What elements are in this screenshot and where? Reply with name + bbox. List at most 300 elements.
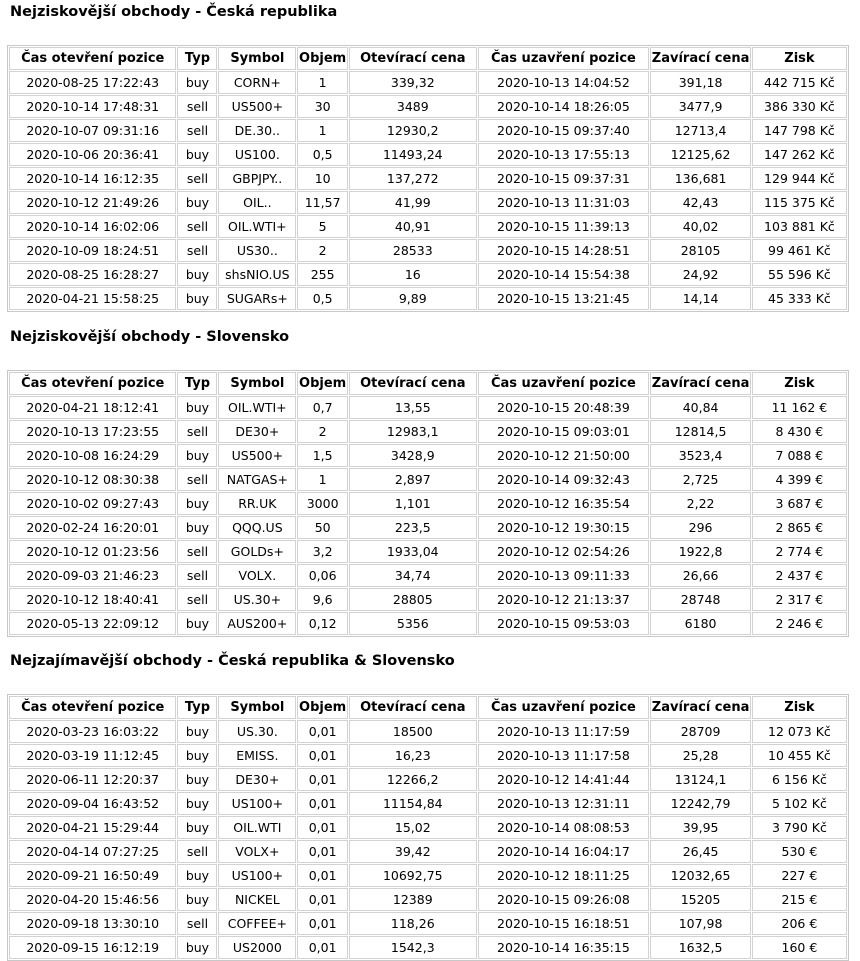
column-header-close-time: Čas uzavření pozice bbox=[478, 47, 650, 70]
cell-profit: 442 715 Kč bbox=[752, 71, 847, 94]
table-row bbox=[9, 119, 847, 142]
column-header-profit: Zisk bbox=[752, 47, 847, 70]
cell-profit: 2 246 € bbox=[752, 612, 847, 635]
cell-close-time: 2020-10-12 19:30:15 bbox=[478, 516, 650, 539]
cell-close-price: 40,02 bbox=[650, 215, 750, 238]
cell-volume: 3,2 bbox=[297, 540, 348, 563]
cell-close-price: 12814,5 bbox=[650, 420, 750, 443]
cell-open-time: 2020-10-12 01:23:56 bbox=[9, 540, 176, 563]
table-row bbox=[9, 564, 847, 587]
cell-profit: 3 687 € bbox=[752, 492, 847, 515]
cell-close-price: 26,66 bbox=[650, 564, 750, 587]
cell-symbol: AUS200+ bbox=[218, 612, 296, 635]
cell-type: buy bbox=[177, 768, 217, 791]
cell-open-price: 223,5 bbox=[349, 516, 477, 539]
table-row bbox=[9, 396, 847, 419]
cell-type: sell bbox=[177, 420, 217, 443]
cell-symbol: VOLX+ bbox=[218, 840, 296, 863]
cell-symbol: RR.UK bbox=[218, 492, 296, 515]
cell-open-time: 2020-04-21 15:29:44 bbox=[9, 816, 176, 839]
cell-type: buy bbox=[177, 744, 217, 767]
cell-close-time: 2020-10-15 09:03:01 bbox=[478, 420, 650, 443]
cell-volume: 1 bbox=[297, 468, 348, 491]
table-row bbox=[9, 167, 847, 190]
cell-symbol: GBPJPY.. bbox=[218, 167, 296, 190]
cell-profit: 8 430 € bbox=[752, 420, 847, 443]
cell-profit: 55 596 Kč bbox=[752, 263, 847, 286]
cell-type: buy bbox=[177, 816, 217, 839]
cell-close-price: 15205 bbox=[650, 888, 750, 911]
cell-open-time: 2020-10-02 09:27:43 bbox=[9, 492, 176, 515]
column-header-type: Typ bbox=[177, 372, 217, 395]
cell-open-price: 5356 bbox=[349, 612, 477, 635]
cell-volume: 0,01 bbox=[297, 912, 348, 935]
cell-close-price: 28748 bbox=[650, 588, 750, 611]
cell-profit: 2 774 € bbox=[752, 540, 847, 563]
cell-open-time: 2020-09-18 13:30:10 bbox=[9, 912, 176, 935]
table-row bbox=[9, 720, 847, 743]
cell-type: buy bbox=[177, 720, 217, 743]
cell-close-price: 3477,9 bbox=[650, 95, 750, 118]
cell-close-price: 6180 bbox=[650, 612, 750, 635]
cell-open-price: 1933,04 bbox=[349, 540, 477, 563]
table-row bbox=[9, 864, 847, 887]
cell-open-time: 2020-06-11 12:20:37 bbox=[9, 768, 176, 791]
cell-volume: 2 bbox=[297, 239, 348, 262]
cell-open-time: 2020-09-03 21:46:23 bbox=[9, 564, 176, 587]
cell-open-price: 3428,9 bbox=[349, 444, 477, 467]
cell-close-time: 2020-10-14 16:04:17 bbox=[478, 840, 650, 863]
cell-open-time: 2020-04-20 15:46:56 bbox=[9, 888, 176, 911]
cell-volume: 0,01 bbox=[297, 888, 348, 911]
cell-type: sell bbox=[177, 215, 217, 238]
table-row bbox=[9, 792, 847, 815]
cell-open-price: 3489 bbox=[349, 95, 477, 118]
cell-open-time: 2020-10-12 18:40:41 bbox=[9, 588, 176, 611]
cell-symbol: OIL.. bbox=[218, 191, 296, 214]
cell-volume: 2 bbox=[297, 420, 348, 443]
cell-type: buy bbox=[177, 492, 217, 515]
cell-type: sell bbox=[177, 95, 217, 118]
cell-close-price: 40,84 bbox=[650, 396, 750, 419]
cell-type: buy bbox=[177, 792, 217, 815]
cell-volume: 1,5 bbox=[297, 444, 348, 467]
cell-open-price: 13,55 bbox=[349, 396, 477, 419]
table-row bbox=[9, 888, 847, 911]
cell-close-time: 2020-10-13 12:31:11 bbox=[478, 792, 650, 815]
cell-type: buy bbox=[177, 396, 217, 419]
cell-profit: 2 437 € bbox=[752, 564, 847, 587]
column-header-close-time: Čas uzavření pozice bbox=[478, 696, 650, 719]
cell-type: sell bbox=[177, 239, 217, 262]
cell-close-price: 2,725 bbox=[650, 468, 750, 491]
cell-close-price: 2,22 bbox=[650, 492, 750, 515]
cell-close-time: 2020-10-13 11:31:03 bbox=[478, 191, 650, 214]
cell-open-price: 1,101 bbox=[349, 492, 477, 515]
cell-close-price: 28709 bbox=[650, 720, 750, 743]
cell-close-price: 12032,65 bbox=[650, 864, 750, 887]
table-row bbox=[9, 239, 847, 262]
cell-close-time: 2020-10-12 18:11:25 bbox=[478, 864, 650, 887]
cell-type: sell bbox=[177, 468, 217, 491]
cell-profit: 103 881 Kč bbox=[752, 215, 847, 238]
cell-profit: 2 865 € bbox=[752, 516, 847, 539]
cell-open-price: 34,74 bbox=[349, 564, 477, 587]
table-row bbox=[9, 287, 847, 310]
cell-symbol: VOLX. bbox=[218, 564, 296, 587]
cell-close-price: 39,95 bbox=[650, 816, 750, 839]
cell-open-price: 12930,2 bbox=[349, 119, 477, 142]
column-header-close-price: Zavírací cena bbox=[650, 696, 750, 719]
cell-close-price: 42,43 bbox=[650, 191, 750, 214]
cell-close-time: 2020-10-15 09:26:08 bbox=[478, 888, 650, 911]
cell-close-time: 2020-10-13 11:17:58 bbox=[478, 744, 650, 767]
cell-type: sell bbox=[177, 167, 217, 190]
table-header-row bbox=[9, 47, 847, 70]
cell-open-price: 118,26 bbox=[349, 912, 477, 935]
column-header-profit: Zisk bbox=[752, 696, 847, 719]
cell-profit: 215 € bbox=[752, 888, 847, 911]
cell-close-time: 2020-10-12 02:54:26 bbox=[478, 540, 650, 563]
cell-symbol: US100+ bbox=[218, 864, 296, 887]
cell-close-price: 1922,8 bbox=[650, 540, 750, 563]
cell-open-time: 2020-03-23 16:03:22 bbox=[9, 720, 176, 743]
cell-volume: 1 bbox=[297, 71, 348, 94]
cell-close-price: 12125,62 bbox=[650, 143, 750, 166]
cell-volume: 0,01 bbox=[297, 720, 348, 743]
column-header-volume: Objem bbox=[297, 696, 348, 719]
table-row bbox=[9, 191, 847, 214]
cell-volume: 10 bbox=[297, 167, 348, 190]
cell-close-price: 1632,5 bbox=[650, 936, 750, 959]
table-row bbox=[9, 744, 847, 767]
cell-close-price: 391,18 bbox=[650, 71, 750, 94]
cell-close-time: 2020-10-12 21:13:37 bbox=[478, 588, 650, 611]
cell-profit: 6 156 Kč bbox=[752, 768, 847, 791]
cell-profit: 3 790 Kč bbox=[752, 816, 847, 839]
cell-symbol: US100. bbox=[218, 143, 296, 166]
cell-open-price: 40,91 bbox=[349, 215, 477, 238]
cell-close-price: 24,92 bbox=[650, 263, 750, 286]
cell-symbol: OIL.WTI+ bbox=[218, 215, 296, 238]
cell-open-time: 2020-08-25 17:22:43 bbox=[9, 71, 176, 94]
table-row bbox=[9, 540, 847, 563]
cell-close-price: 136,681 bbox=[650, 167, 750, 190]
cell-close-price: 25,28 bbox=[650, 744, 750, 767]
cell-profit: 5 102 Kč bbox=[752, 792, 847, 815]
column-header-type: Typ bbox=[177, 47, 217, 70]
cell-volume: 0,01 bbox=[297, 816, 348, 839]
cell-close-time: 2020-10-14 08:08:53 bbox=[478, 816, 650, 839]
cell-close-price: 13124,1 bbox=[650, 768, 750, 791]
cell-type: sell bbox=[177, 119, 217, 142]
table-row bbox=[9, 588, 847, 611]
cell-type: sell bbox=[177, 540, 217, 563]
table-row bbox=[9, 936, 847, 959]
cell-volume: 0,01 bbox=[297, 864, 348, 887]
cell-symbol: US100+ bbox=[218, 792, 296, 815]
cell-open-time: 2020-10-14 17:48:31 bbox=[9, 95, 176, 118]
cell-profit: 12 073 Kč bbox=[752, 720, 847, 743]
cell-volume: 0,01 bbox=[297, 768, 348, 791]
cell-type: buy bbox=[177, 71, 217, 94]
cell-type: buy bbox=[177, 936, 217, 959]
cell-open-price: 18500 bbox=[349, 720, 477, 743]
cell-close-price: 3523,4 bbox=[650, 444, 750, 467]
cell-volume: 9,6 bbox=[297, 588, 348, 611]
cell-close-time: 2020-10-15 09:53:03 bbox=[478, 612, 650, 635]
cell-volume: 0,5 bbox=[297, 287, 348, 310]
cell-volume: 0,01 bbox=[297, 840, 348, 863]
cell-open-price: 10692,75 bbox=[349, 864, 477, 887]
cell-symbol: DE30+ bbox=[218, 420, 296, 443]
cell-open-price: 339,32 bbox=[349, 71, 477, 94]
column-header-volume: Objem bbox=[297, 47, 348, 70]
cell-profit: 10 455 Kč bbox=[752, 744, 847, 767]
cell-open-time: 2020-10-09 18:24:51 bbox=[9, 239, 176, 262]
cell-type: buy bbox=[177, 263, 217, 286]
cell-close-time: 2020-10-12 21:50:00 bbox=[478, 444, 650, 467]
cell-symbol: shsNIO.US bbox=[218, 263, 296, 286]
cell-close-price: 296 bbox=[650, 516, 750, 539]
trades-table-sk bbox=[7, 370, 849, 637]
section-title-interesting: Nejzajímavější obchody - Česká republika & Slovensko bbox=[10, 653, 455, 669]
cell-open-time: 2020-10-12 08:30:38 bbox=[9, 468, 176, 491]
cell-open-time: 2020-10-06 20:36:41 bbox=[9, 143, 176, 166]
cell-close-time: 2020-10-15 20:48:39 bbox=[478, 396, 650, 419]
cell-close-time: 2020-10-15 09:37:40 bbox=[478, 119, 650, 142]
cell-symbol: GOLDs+ bbox=[218, 540, 296, 563]
cell-volume: 11,57 bbox=[297, 191, 348, 214]
cell-close-time: 2020-10-12 14:41:44 bbox=[478, 768, 650, 791]
column-header-close-price: Zavírací cena bbox=[650, 372, 750, 395]
cell-volume: 30 bbox=[297, 95, 348, 118]
cell-close-time: 2020-10-15 14:28:51 bbox=[478, 239, 650, 262]
cell-open-time: 2020-10-12 21:49:26 bbox=[9, 191, 176, 214]
cell-symbol: EMISS. bbox=[218, 744, 296, 767]
cell-close-price: 28105 bbox=[650, 239, 750, 262]
cell-symbol: DE30+ bbox=[218, 768, 296, 791]
cell-symbol: QQQ.US bbox=[218, 516, 296, 539]
cell-type: sell bbox=[177, 564, 217, 587]
cell-close-time: 2020-10-15 11:39:13 bbox=[478, 215, 650, 238]
cell-open-time: 2020-10-08 16:24:29 bbox=[9, 444, 176, 467]
cell-volume: 255 bbox=[297, 263, 348, 286]
cell-profit: 99 461 Kč bbox=[752, 239, 847, 262]
column-header-volume: Objem bbox=[297, 372, 348, 395]
cell-open-time: 2020-08-25 16:28:27 bbox=[9, 263, 176, 286]
cell-symbol: OIL.WTI bbox=[218, 816, 296, 839]
section-title-sk: Nejziskovější obchody - Slovensko bbox=[10, 329, 290, 345]
cell-symbol: CORN+ bbox=[218, 71, 296, 94]
cell-open-time: 2020-09-15 16:12:19 bbox=[9, 936, 176, 959]
column-header-profit: Zisk bbox=[752, 372, 847, 395]
cell-close-time: 2020-10-12 16:35:54 bbox=[478, 492, 650, 515]
table-header-row bbox=[9, 696, 847, 719]
column-header-symbol: Symbol bbox=[218, 696, 296, 719]
cell-open-time: 2020-04-21 18:12:41 bbox=[9, 396, 176, 419]
cell-open-time: 2020-04-14 07:27:25 bbox=[9, 840, 176, 863]
cell-volume: 1 bbox=[297, 119, 348, 142]
column-header-open-price: Otevírací cena bbox=[349, 696, 477, 719]
cell-close-time: 2020-10-15 13:21:45 bbox=[478, 287, 650, 310]
trades-table-cz bbox=[7, 45, 849, 312]
cell-close-time: 2020-10-15 16:18:51 bbox=[478, 912, 650, 935]
column-header-symbol: Symbol bbox=[218, 47, 296, 70]
table-row bbox=[9, 768, 847, 791]
cell-open-time: 2020-04-21 15:58:25 bbox=[9, 287, 176, 310]
cell-close-time: 2020-10-14 18:26:05 bbox=[478, 95, 650, 118]
column-header-close-time: Čas uzavření pozice bbox=[478, 372, 650, 395]
column-header-open-price: Otevírací cena bbox=[349, 47, 477, 70]
cell-open-price: 15,02 bbox=[349, 816, 477, 839]
cell-open-time: 2020-10-14 16:02:06 bbox=[9, 215, 176, 238]
cell-close-price: 12242,79 bbox=[650, 792, 750, 815]
cell-close-price: 107,98 bbox=[650, 912, 750, 935]
table-row bbox=[9, 516, 847, 539]
cell-profit: 147 798 Kč bbox=[752, 119, 847, 142]
cell-open-time: 2020-09-21 16:50:49 bbox=[9, 864, 176, 887]
cell-volume: 0,7 bbox=[297, 396, 348, 419]
cell-profit: 386 330 Kč bbox=[752, 95, 847, 118]
cell-open-price: 28805 bbox=[349, 588, 477, 611]
column-header-open-time: Čas otevření pozice bbox=[9, 372, 176, 395]
cell-type: sell bbox=[177, 912, 217, 935]
cell-open-price: 12389 bbox=[349, 888, 477, 911]
cell-open-price: 12983,1 bbox=[349, 420, 477, 443]
cell-open-price: 16 bbox=[349, 263, 477, 286]
cell-profit: 530 € bbox=[752, 840, 847, 863]
cell-open-price: 1542,3 bbox=[349, 936, 477, 959]
cell-open-time: 2020-05-13 22:09:12 bbox=[9, 612, 176, 635]
cell-open-price: 16,23 bbox=[349, 744, 477, 767]
column-header-open-price: Otevírací cena bbox=[349, 372, 477, 395]
cell-symbol: US2000 bbox=[218, 936, 296, 959]
cell-open-price: 9,89 bbox=[349, 287, 477, 310]
column-header-open-time: Čas otevření pozice bbox=[9, 47, 176, 70]
section-title-cz: Nejziskovější obchody - Česká republika bbox=[10, 4, 338, 20]
cell-close-time: 2020-10-14 15:54:38 bbox=[478, 263, 650, 286]
cell-symbol: US500+ bbox=[218, 444, 296, 467]
cell-volume: 5 bbox=[297, 215, 348, 238]
cell-type: buy bbox=[177, 444, 217, 467]
cell-type: buy bbox=[177, 888, 217, 911]
cell-volume: 0,06 bbox=[297, 564, 348, 587]
cell-profit: 147 262 Kč bbox=[752, 143, 847, 166]
cell-close-price: 26,45 bbox=[650, 840, 750, 863]
cell-type: buy bbox=[177, 143, 217, 166]
cell-open-price: 2,897 bbox=[349, 468, 477, 491]
cell-type: sell bbox=[177, 588, 217, 611]
cell-close-time: 2020-10-13 11:17:59 bbox=[478, 720, 650, 743]
cell-profit: 2 317 € bbox=[752, 588, 847, 611]
cell-symbol: US500+ bbox=[218, 95, 296, 118]
trades-table-interesting bbox=[7, 694, 849, 961]
cell-open-price: 41,99 bbox=[349, 191, 477, 214]
cell-volume: 0,5 bbox=[297, 143, 348, 166]
cell-type: buy bbox=[177, 516, 217, 539]
cell-open-price: 12266,2 bbox=[349, 768, 477, 791]
cell-symbol: NATGAS+ bbox=[218, 468, 296, 491]
cell-type: sell bbox=[177, 840, 217, 863]
cell-profit: 45 333 Kč bbox=[752, 287, 847, 310]
cell-symbol: DE.30.. bbox=[218, 119, 296, 142]
cell-close-time: 2020-10-13 14:04:52 bbox=[478, 71, 650, 94]
cell-open-price: 11154,84 bbox=[349, 792, 477, 815]
column-header-close-price: Zavírací cena bbox=[650, 47, 750, 70]
cell-profit: 227 € bbox=[752, 864, 847, 887]
cell-profit: 7 088 € bbox=[752, 444, 847, 467]
column-header-type: Typ bbox=[177, 696, 217, 719]
cell-symbol: SUGARs+ bbox=[218, 287, 296, 310]
cell-symbol: COFFEE+ bbox=[218, 912, 296, 935]
column-header-symbol: Symbol bbox=[218, 372, 296, 395]
cell-profit: 11 162 € bbox=[752, 396, 847, 419]
table-row bbox=[9, 143, 847, 166]
cell-open-price: 137,272 bbox=[349, 167, 477, 190]
table-row bbox=[9, 840, 847, 863]
cell-volume: 0,01 bbox=[297, 792, 348, 815]
table-row bbox=[9, 215, 847, 238]
table-row bbox=[9, 468, 847, 491]
cell-type: buy bbox=[177, 287, 217, 310]
cell-open-time: 2020-03-19 11:12:45 bbox=[9, 744, 176, 767]
cell-close-time: 2020-10-15 09:37:31 bbox=[478, 167, 650, 190]
cell-type: buy bbox=[177, 612, 217, 635]
table-row bbox=[9, 612, 847, 635]
cell-close-time: 2020-10-14 09:32:43 bbox=[478, 468, 650, 491]
cell-symbol: US.30. bbox=[218, 720, 296, 743]
cell-profit: 160 € bbox=[752, 936, 847, 959]
cell-symbol: US.30+ bbox=[218, 588, 296, 611]
cell-symbol: US30.. bbox=[218, 239, 296, 262]
cell-close-time: 2020-10-13 09:11:33 bbox=[478, 564, 650, 587]
cell-open-price: 28533 bbox=[349, 239, 477, 262]
cell-open-time: 2020-10-14 16:12:35 bbox=[9, 167, 176, 190]
cell-symbol: NICKEL bbox=[218, 888, 296, 911]
cell-open-time: 2020-10-13 17:23:55 bbox=[9, 420, 176, 443]
cell-open-price: 11493,24 bbox=[349, 143, 477, 166]
cell-profit: 4 399 € bbox=[752, 468, 847, 491]
table-row bbox=[9, 912, 847, 935]
table-row bbox=[9, 444, 847, 467]
table-header-row bbox=[9, 372, 847, 395]
table-row bbox=[9, 71, 847, 94]
table-row bbox=[9, 420, 847, 443]
cell-close-price: 14,14 bbox=[650, 287, 750, 310]
cell-open-price: 39,42 bbox=[349, 840, 477, 863]
cell-volume: 0,01 bbox=[297, 744, 348, 767]
cell-close-time: 2020-10-13 17:55:13 bbox=[478, 143, 650, 166]
table-row bbox=[9, 492, 847, 515]
cell-profit: 115 375 Kč bbox=[752, 191, 847, 214]
cell-volume: 3000 bbox=[297, 492, 348, 515]
cell-volume: 0,12 bbox=[297, 612, 348, 635]
column-header-open-time: Čas otevření pozice bbox=[9, 696, 176, 719]
cell-open-time: 2020-10-07 09:31:16 bbox=[9, 119, 176, 142]
cell-volume: 0,01 bbox=[297, 936, 348, 959]
cell-open-time: 2020-02-24 16:20:01 bbox=[9, 516, 176, 539]
cell-close-time: 2020-10-14 16:35:15 bbox=[478, 936, 650, 959]
cell-type: buy bbox=[177, 191, 217, 214]
cell-symbol: OIL.WTI+ bbox=[218, 396, 296, 419]
table-row bbox=[9, 95, 847, 118]
cell-type: buy bbox=[177, 864, 217, 887]
cell-open-time: 2020-09-04 16:43:52 bbox=[9, 792, 176, 815]
table-row bbox=[9, 816, 847, 839]
cell-close-price: 12713,4 bbox=[650, 119, 750, 142]
cell-profit: 206 € bbox=[752, 912, 847, 935]
